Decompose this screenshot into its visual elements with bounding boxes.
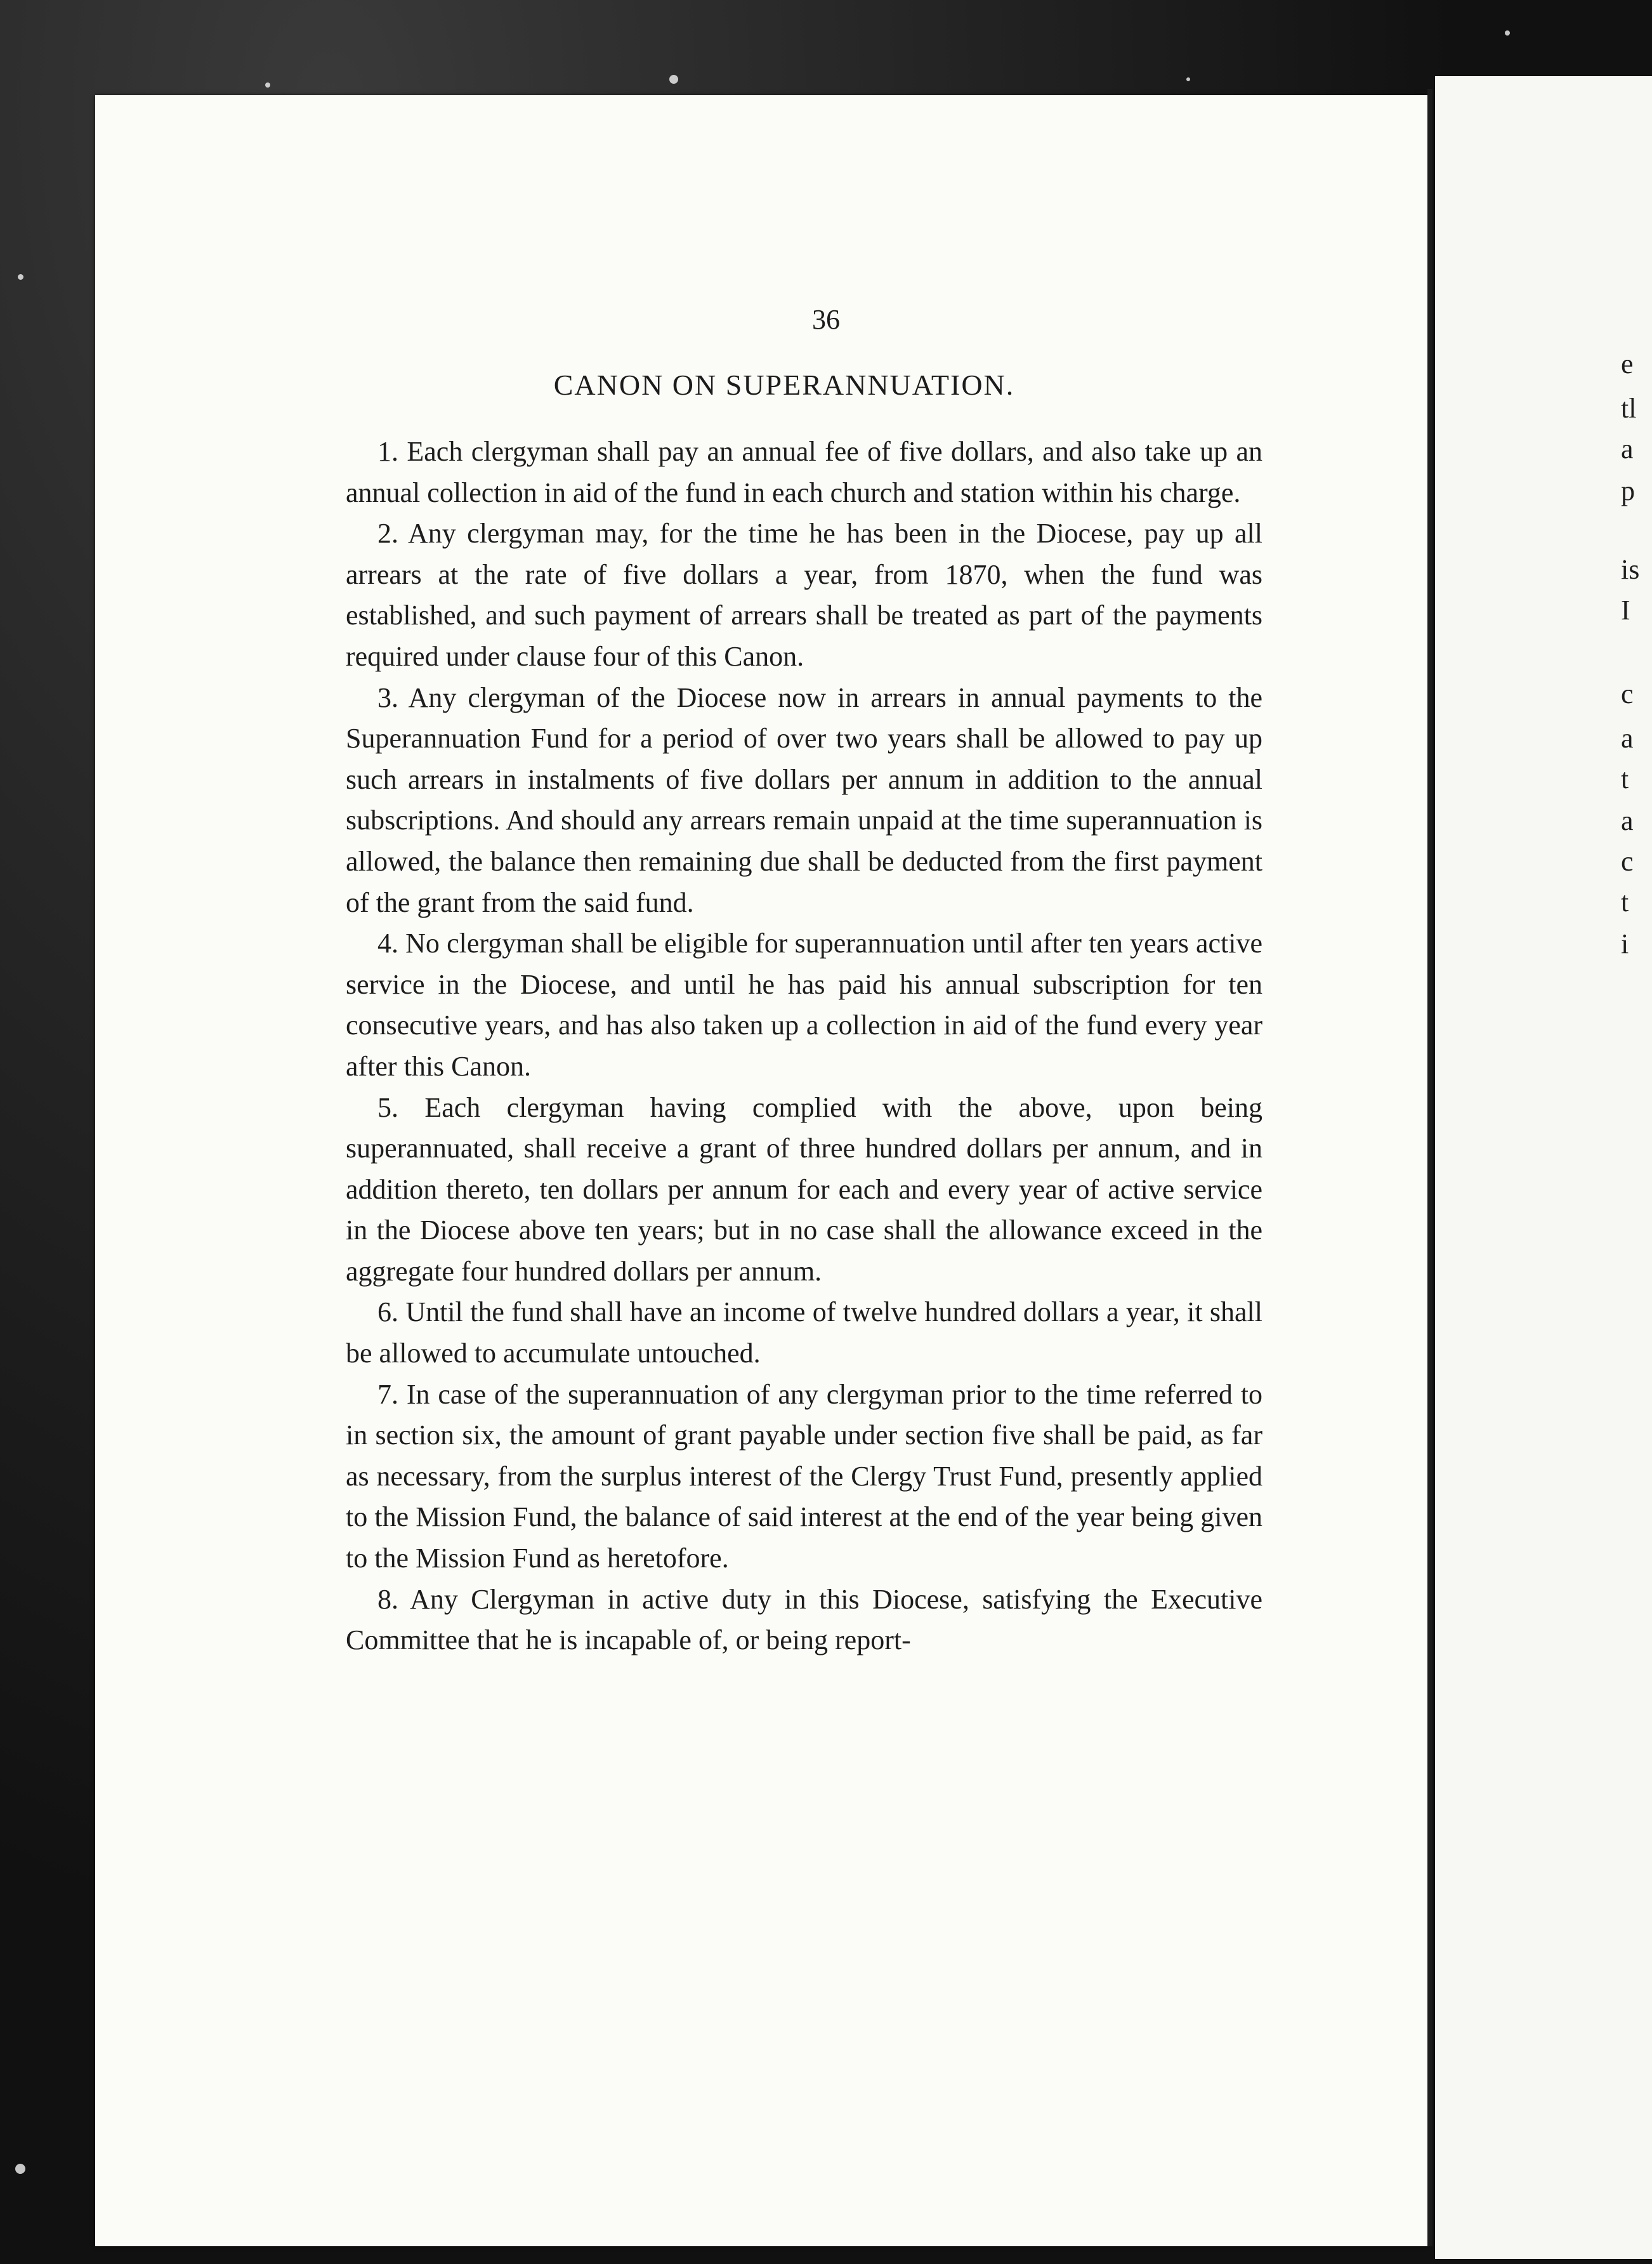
facing-page-fragment: a: [1621, 723, 1634, 754]
facing-page-fragment: c: [1621, 846, 1634, 877]
scan-speck: [1505, 30, 1510, 36]
clause-2: 2. Any clergyman may, for the time he has been in the Diocese, pay up all arrears at the rate of five dollars a year, from 1870, when the fund was established, and such payment of arrears shall be treated as part of the payments required under clause four of this Canon.: [346, 518, 1262, 672]
scan-speck: [1186, 77, 1190, 81]
clause-6: 6. Until the fund shall have an income of twelve hundred dollars a year, it shall be allowed to accumulate untouched.: [346, 1296, 1262, 1369]
facing-page-fragment: i: [1621, 928, 1629, 959]
page-number: 36: [812, 304, 840, 335]
scan-speck: [18, 274, 23, 280]
facing-page-fragment: a: [1621, 805, 1634, 836]
clause-4: 4. No clergyman shall be eligible for superannuation until after ten years active service in the Diocese, and until he has paid his annual subscription for ten consecutive years, and has also taken up a collection in aid of the fund every year after this Canon.: [346, 928, 1262, 1082]
scan-speck: [15, 2164, 25, 2174]
facing-page-fragment: t: [1621, 886, 1629, 918]
canon-body: [346, 431, 1262, 1661]
facing-page-fragment: a: [1621, 433, 1634, 464]
clause-3: 3. Any clergyman of the Diocese now in arrears in annual payments to the Superannuation Fund for a period of over two years shall be allowed to pay up such arrears in instalments of five dollars per annum in addition to the annual subscriptions. And should any arrears remain unpaid at the time superannuation is allowed, the balance then remaining due shall be deducted from the first payment of the grant from the said fund.: [346, 681, 1262, 918]
facing-page-fragment: t: [1621, 763, 1629, 794]
scan-speck: [669, 75, 678, 84]
facing-page-fragment: p: [1621, 475, 1635, 506]
page-title: CANON ON SUPERANNUATION.: [553, 369, 1015, 401]
right-page-edge: [1435, 76, 1652, 2259]
scan-speck: [265, 82, 270, 88]
facing-page-fragment: tl: [1621, 393, 1637, 424]
clause-7: 7. In case of the superannuation of any clergyman prior to the time referred to in section six, the amount of grant payable under section five shall be paid, as far as necessary, from the surplus interest of the Clergy Trust Fund, presently applied to the Mission Fund, the balance of said interest at the end of the year being given to the Mission Fund as heretofore.: [346, 1378, 1262, 1574]
facing-page-fragment: e: [1621, 348, 1634, 379]
clause-8: 8. Any Clergyman in active duty in this Diocese, satisfying the Executive Committee that he is incapable of, or being report-: [346, 1583, 1262, 1656]
facing-page-fragment: is: [1621, 554, 1640, 585]
page-gutter: [1427, 89, 1432, 2246]
facing-page-fragment: I: [1621, 595, 1630, 626]
facing-page-fragment: c: [1621, 678, 1634, 709]
clause-5: 5. Each clergyman having complied with the above, upon being superannuated, shall receive a grant of three hundred dollars per annum, and in addition thereto, ten dollars per annum for each and every year of active service in the Diocese above ten years; but in no case shall the allowance exceed in the aggregate four hundred dollars per annum.: [346, 1091, 1262, 1287]
clause-1: 1. Each clergyman shall pay an annual fee of five dollars, and also take up an annual collection in aid of the fund in each church and station within his charge.: [346, 436, 1262, 508]
